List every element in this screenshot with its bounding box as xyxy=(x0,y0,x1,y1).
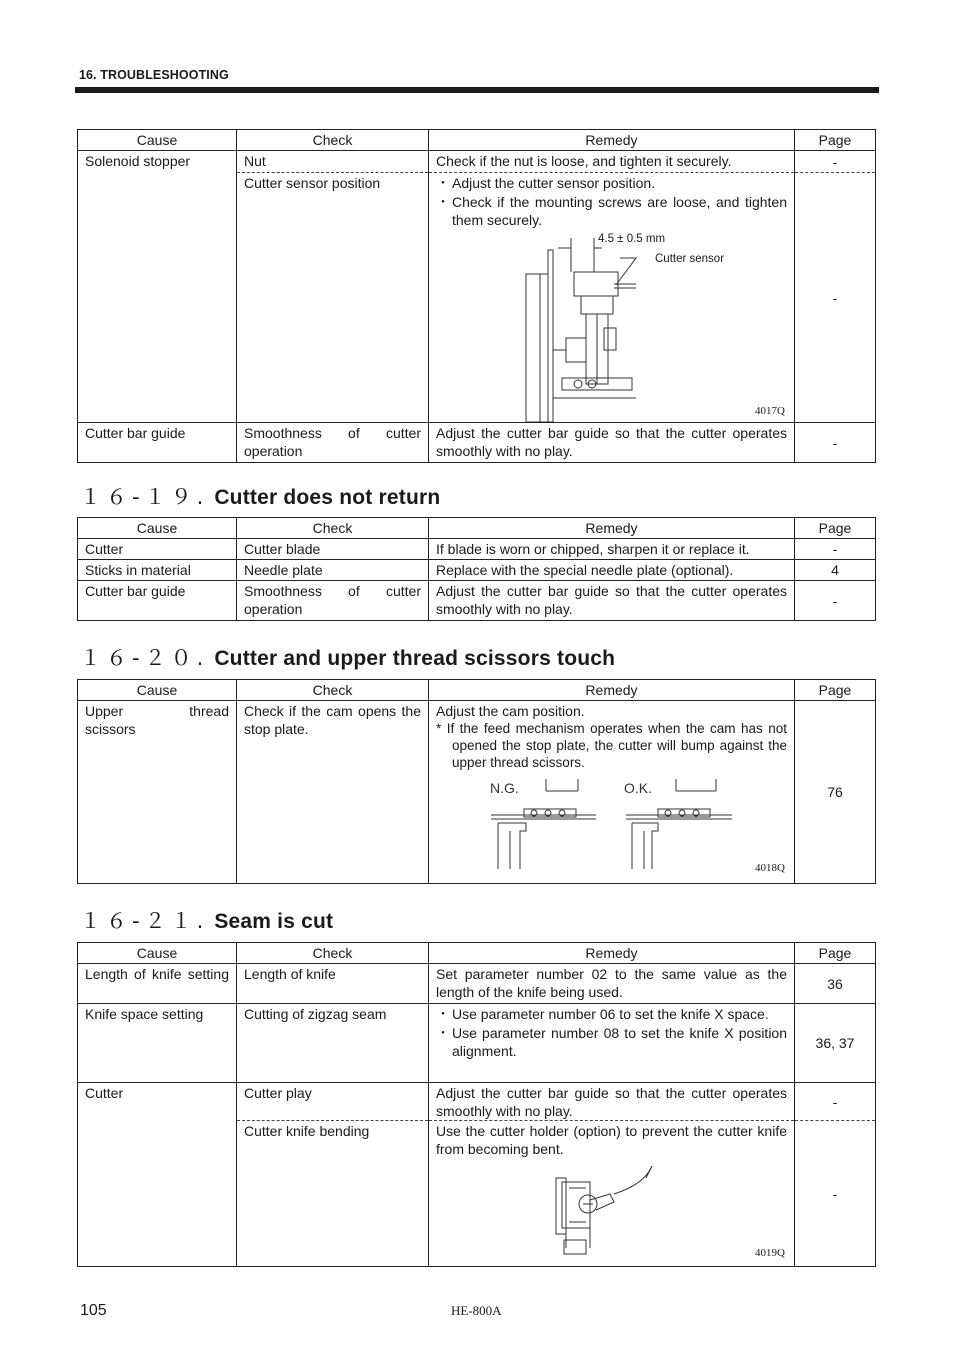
cutter-sensor-drawing xyxy=(436,230,788,422)
page-cell: - xyxy=(795,1121,876,1267)
running-header: 16. TROUBLESHOOTING xyxy=(79,68,229,82)
table-row xyxy=(78,1004,876,1083)
check-cell: Needle plate xyxy=(237,560,429,581)
remedy-cell: Set parameter number 02 to the same value as the length of the knife being used. xyxy=(429,964,795,1004)
page-cell: 76 xyxy=(795,701,876,884)
table-row xyxy=(78,539,876,560)
col-remedy: Remedy xyxy=(429,518,795,539)
bullet-item: ・ Check if the mounting screws are loose, and tighten them securely. xyxy=(436,194,787,228)
section-heading-16-19: １６-１９. Cutter does not return xyxy=(80,485,441,509)
table-header-row xyxy=(78,943,876,964)
table-cutter-does-not-return xyxy=(77,517,876,621)
col-page: Page xyxy=(795,680,876,701)
cutter-holder-drawing xyxy=(436,1158,788,1264)
table-row xyxy=(78,560,876,581)
col-remedy: Remedy xyxy=(429,130,795,151)
cause-cell: Sticks in material xyxy=(78,560,237,581)
table-row xyxy=(78,581,876,621)
cause-cell: Cutter xyxy=(78,539,237,560)
col-remedy: Remedy xyxy=(429,680,795,701)
remedy-cell: Adjust the cutter bar guide so that the cutter operates smoothly with no play. xyxy=(429,581,795,621)
page-cell: - xyxy=(795,151,876,173)
remedy-text: Use the cutter holder (option) to prevent the cutter knife from becoming bent. xyxy=(436,1123,787,1157)
table-seam-is-cut xyxy=(77,942,876,1267)
model-name: HE-800A xyxy=(451,1303,502,1318)
bullet-item: ・ Use parameter number 08 to set the knife X position alignment. xyxy=(436,1025,787,1059)
page-cell: - xyxy=(795,173,876,423)
page-cell: - xyxy=(795,539,876,560)
table-header-row xyxy=(78,680,876,701)
scissors-figure xyxy=(436,771,787,879)
bullet-item: ・ Use parameter number 06 to set the knife X space. xyxy=(436,1006,769,1022)
section-heading-16-21: １６-２１. Seam is cut xyxy=(80,909,334,933)
table-header-row xyxy=(78,130,876,151)
remedy-text: Adjust the cam position. xyxy=(436,703,585,719)
cause-cell: Cutter bar guide xyxy=(78,423,237,463)
figure-code: 4019Q xyxy=(755,1247,785,1259)
remedy-note: * If the feed mechanism operates when the cam has not opened the stop plate, the cutter will bump against the upper thread scissors. xyxy=(436,721,787,770)
table-scissors-touch xyxy=(77,679,876,884)
cutter-sensor-label: Cutter sensor xyxy=(655,253,725,265)
remedy-cell: Check if the nut is loose, and tighten it securely. xyxy=(429,151,795,173)
bullet-item: ・ Adjust the cutter sensor position. xyxy=(436,175,656,191)
figure-code: 4017Q xyxy=(755,405,785,417)
cause-cell: Solenoid stopper xyxy=(78,151,237,423)
page-cell: - xyxy=(795,1083,876,1121)
check-cell: Cutter play xyxy=(237,1083,429,1121)
col-remedy: Remedy xyxy=(429,943,795,964)
col-page: Page xyxy=(795,130,876,151)
cause-cell: Knife space setting xyxy=(78,1004,237,1083)
ok-label: O.K. xyxy=(624,780,653,796)
remedy-cell: Replace with the special needle plate (optional). xyxy=(429,560,795,581)
col-page: Page xyxy=(795,518,876,539)
col-cause: Cause xyxy=(78,680,237,701)
page-number: 105 xyxy=(80,1302,107,1319)
check-cell: Smoothness of cutter operation xyxy=(237,581,429,621)
col-check: Check xyxy=(237,518,429,539)
col-cause: Cause xyxy=(78,130,237,151)
page-cell: 4 xyxy=(795,560,876,581)
table-row xyxy=(78,964,876,1004)
remedy-cell xyxy=(429,701,795,884)
ng-ok-drawing xyxy=(436,771,788,879)
remedy-cell xyxy=(429,173,795,423)
check-cell: Cutting of zigzag seam xyxy=(237,1004,429,1083)
cutter-holder-figure xyxy=(436,1158,787,1264)
col-cause: Cause xyxy=(78,943,237,964)
dimension-label: 4.5 ± 0.5 mm xyxy=(598,233,666,245)
col-page: Page xyxy=(795,943,876,964)
cause-cell: Cutter xyxy=(78,1083,237,1267)
table-solenoid-stopper xyxy=(77,129,876,463)
cause-cell: Cutter bar guide xyxy=(78,581,237,621)
check-cell: Length of knife xyxy=(237,964,429,1004)
col-cause: Cause xyxy=(78,518,237,539)
ng-label: N.G. xyxy=(490,780,519,796)
check-cell: Smoothness of cutter operation xyxy=(237,423,429,463)
remedy-cell: Adjust the cutter bar guide so that the cutter operates smoothly with no play. xyxy=(429,1083,795,1121)
table-header-row xyxy=(78,518,876,539)
page-cell: 36, 37 xyxy=(795,1004,876,1083)
check-cell: Check if the cam opens the stop plate. xyxy=(237,701,429,884)
cause-cell: Upper thread scissors xyxy=(78,701,237,884)
table-row xyxy=(78,1083,876,1121)
figure-code: 4018Q xyxy=(755,862,785,874)
col-check: Check xyxy=(237,680,429,701)
remedy-cell: Adjust the cutter bar guide so that the cutter operates smoothly with no play. xyxy=(429,423,795,463)
col-check: Check xyxy=(237,130,429,151)
header-rule xyxy=(75,87,879,93)
remedy-cell: If blade is worn or chipped, sharpen it or replace it. xyxy=(429,539,795,560)
check-cell: Cutter knife bending xyxy=(237,1121,429,1267)
col-check: Check xyxy=(237,943,429,964)
remedy-cell xyxy=(429,1004,795,1083)
check-cell: Cutter blade xyxy=(237,539,429,560)
page-cell: - xyxy=(795,423,876,463)
section-heading-16-20: １６-２０. Cutter and upper thread scissors touch xyxy=(80,646,616,670)
table-row xyxy=(78,701,876,884)
check-cell: Cutter sensor position xyxy=(237,173,429,423)
cutter-sensor-figure xyxy=(436,230,787,422)
table-row xyxy=(78,423,876,463)
table-row xyxy=(78,151,876,173)
remedy-cell xyxy=(429,1121,795,1267)
check-cell: Nut xyxy=(237,151,429,173)
cause-cell: Length of knife setting xyxy=(78,964,237,1004)
page-cell: - xyxy=(795,581,876,621)
page-cell: 36 xyxy=(795,964,876,1004)
